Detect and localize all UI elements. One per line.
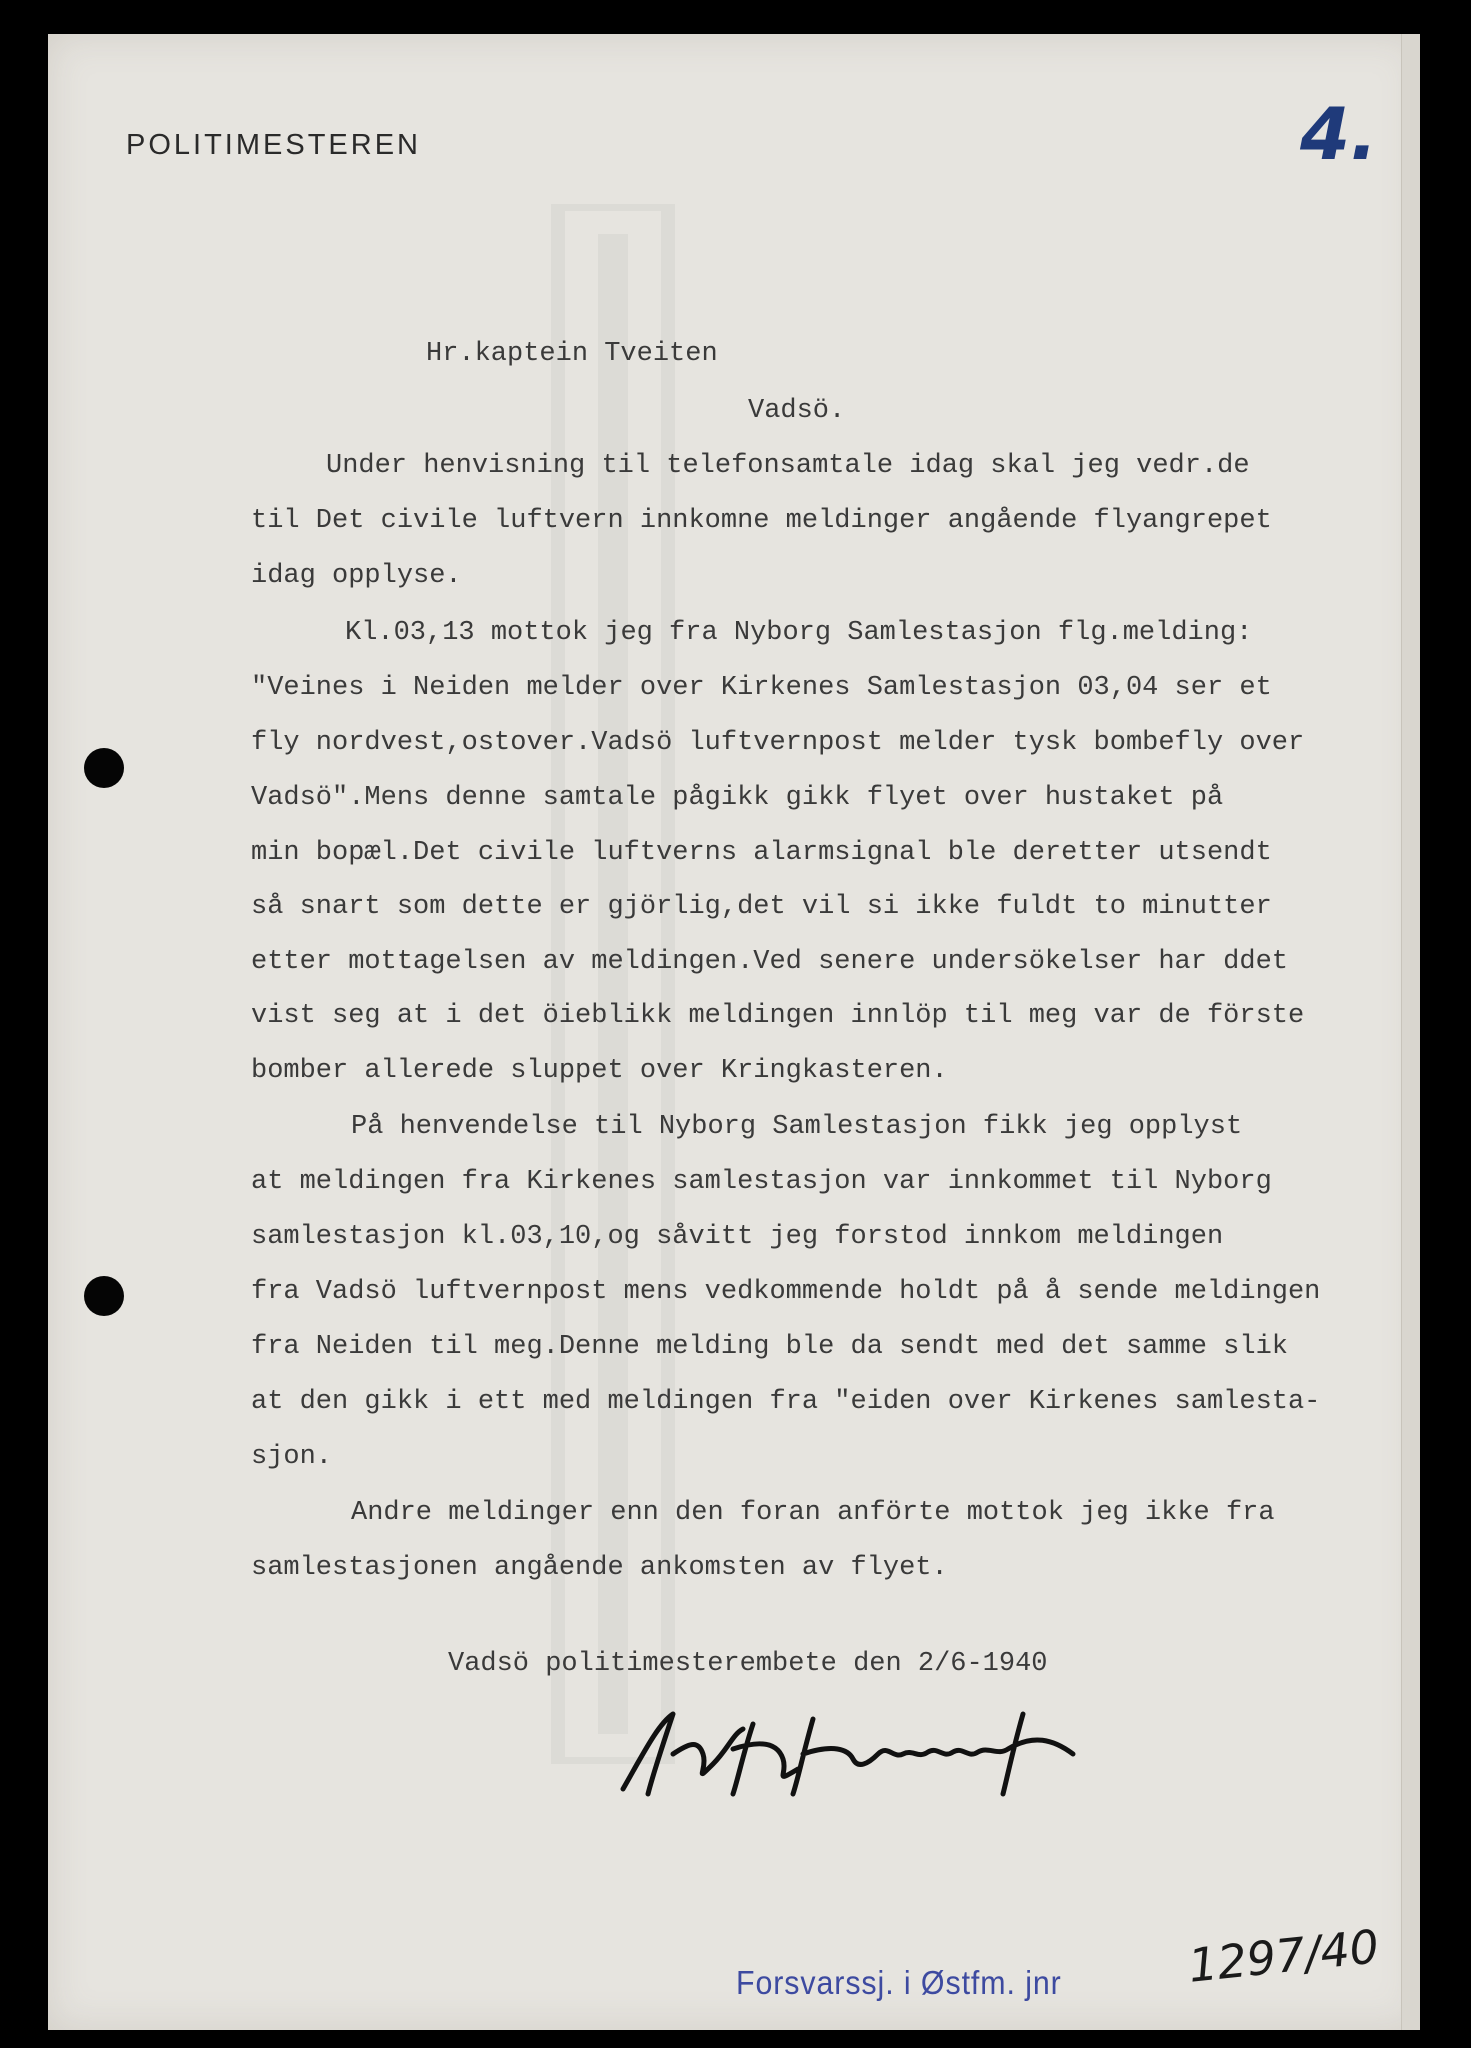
paper-edge	[1401, 34, 1420, 2030]
body-line: fly nordvest,ostover.Vadsö luftvernpost melder tysk bombefly over	[251, 728, 1305, 758]
body-line: Vadsö".Mens denne samtale pågikk gikk flyet over hustaket på	[251, 783, 1224, 813]
body-line: "Veines i Neiden melder over Kirkenes Samlestasjon 03,04 ser et	[251, 673, 1272, 703]
body-line: min bopæl.Det civile luftverns alarmsignal ble deretter utsendt	[251, 838, 1272, 868]
body-line: samlestasjonen angående ankomsten av flyet.	[251, 1553, 948, 1583]
body-line: fra Neiden til meg.Denne melding ble da sendt med det samme slik	[251, 1332, 1288, 1362]
body-line: bomber allerede sluppet over Kringkasteren.	[251, 1056, 948, 1086]
addressee-line: Hr.kaptein Tveiten	[426, 339, 718, 369]
body-line: idag opplyse.	[251, 561, 462, 591]
body-line: samlestasjon kl.03,10,og såvitt jeg forstod innkom meldingen	[251, 1222, 1224, 1252]
body-line: etter mottagelsen av meldingen.Ved senere undersökelser har ddet	[251, 947, 1288, 977]
punch-hole-top	[84, 748, 124, 788]
body-line: så snart som dette er gjörlig,det vil si ikke fuldt to minutter	[251, 892, 1272, 922]
place-date-line: Vadsö politimesterembete den 2/6-1940	[448, 1649, 1048, 1679]
page-number: 4.	[1300, 92, 1378, 176]
handwritten-signature	[603, 1694, 1143, 1804]
watermark	[548, 204, 678, 1764]
body-line: at meldingen fra Kirkenes samlestasjon var innkommet til Nyborg	[251, 1167, 1272, 1197]
body-line: På henvendelse til Nyborg Samlestasjon fikk jeg opplyst	[351, 1112, 1243, 1142]
body-line: vist seg at i det öieblikk meldingen innlöp til meg var de förste	[251, 1001, 1305, 1031]
body-line: at den gikk i ett med meldingen fra "eiden over Kirkenes samlesta-	[251, 1387, 1321, 1417]
document-sheet	[48, 34, 1420, 2030]
body-line: Under henvisning til telefonsamtale idag skal jeg vedr.de	[326, 451, 1250, 481]
body-line: til Det civile luftvern innkomne meldinger angående flyangrepet	[251, 506, 1272, 536]
body-line: Kl.03,13 mottok jeg fra Nyborg Samlestasjon flg.melding:	[345, 618, 1253, 648]
body-line: Andre meldinger enn den foran anförte mottok jeg ikke fra	[351, 1498, 1275, 1528]
punch-hole-bottom	[84, 1276, 124, 1316]
body-line: fra Vadsö luftvernpost mens vedkommende holdt på å sende meldingen	[251, 1277, 1321, 1307]
letterhead-office: POLITIMESTEREN	[126, 129, 421, 161]
addressee-location-line: Vadsö.	[748, 396, 846, 426]
journal-number: 1297/40	[1185, 1919, 1382, 1993]
body-line: sjon.	[251, 1442, 333, 1472]
archive-stamp: Forsvarssj. i Østfm. jnr	[736, 1964, 1062, 2001]
